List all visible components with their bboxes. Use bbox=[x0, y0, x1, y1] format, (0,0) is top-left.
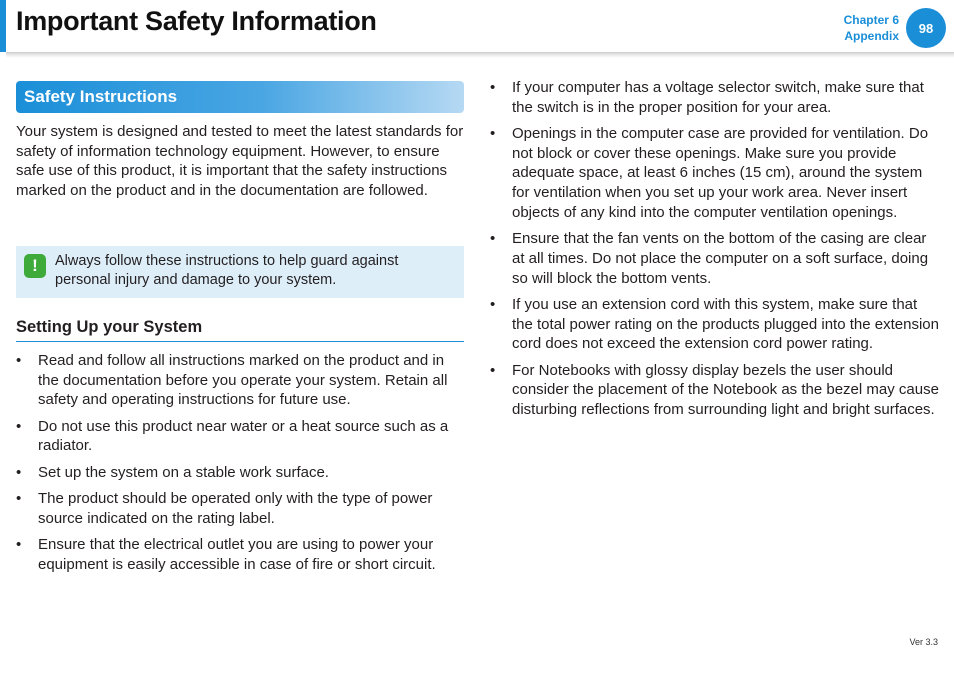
note-box bbox=[16, 246, 464, 298]
list-item-text: Ensure that the fan vents on the bottom of the casing are clear at all times. Do not place the computer on a soft surface, doing so will block the bottom vents. bbox=[512, 230, 929, 287]
section-heading-safety-instructions: Safety Instructions bbox=[16, 81, 464, 113]
list-item-text: Ensure that the electrical outlet you are using to power your equipment is easily accessible in case of fire or short circuit. bbox=[38, 535, 436, 573]
chapter-label: Chapter 6 bbox=[843, 13, 899, 27]
exclamation-icon: ! bbox=[24, 254, 46, 278]
list-item-text: For Notebooks with glossy display bezels the user should consider the placement of the Notebook as the bezel may cause disturbing reflections from surrounding light and bright surfaces. bbox=[512, 361, 939, 418]
list-item bbox=[490, 361, 940, 420]
list-item bbox=[16, 535, 464, 574]
list-item bbox=[16, 489, 464, 528]
bullet-icon: • bbox=[490, 230, 496, 248]
list-item bbox=[490, 229, 940, 288]
list-item bbox=[16, 417, 464, 456]
subheading-setting-up: Setting Up your System bbox=[16, 318, 464, 342]
header-accent-bar bbox=[0, 0, 6, 52]
list-item-text: Read and follow all instructions marked on the product and in the documentation before you operate your system. Retain all safety and operating instructions for future use. bbox=[38, 351, 448, 409]
bullet-icon: • bbox=[490, 125, 496, 142]
intro-paragraph: Your system is designed and tested to meet the latest standards for safety of information technology equipment. However, to ensure safe use of this product, it is important that the safety instructions marked on the product and in the documentation are followed. bbox=[16, 123, 464, 200]
bullet-icon: • bbox=[490, 79, 496, 96]
bullet-icon: • bbox=[490, 295, 496, 313]
bullet-icon: • bbox=[16, 417, 22, 435]
list-item bbox=[16, 351, 464, 410]
bullet-icon: • bbox=[16, 489, 22, 507]
list-item-text: Openings in the computer case are provided for ventilation. Do not block or cover these openings. Make sure you provide adequate space, at least 6 inches (15 cm), around the system for ventilation when you set up your work area. Never insert objects of any kind into the computer ventilation openings. bbox=[512, 125, 929, 221]
header-divider bbox=[6, 52, 954, 58]
list-item-text: Set up the system on a stable work surface. bbox=[38, 463, 329, 481]
page-number-badge: 98 bbox=[906, 8, 946, 48]
list-item bbox=[490, 295, 940, 354]
bullet-icon: • bbox=[16, 351, 22, 369]
left-column bbox=[16, 81, 464, 581]
setup-bullet-list bbox=[16, 351, 464, 574]
list-item bbox=[490, 78, 940, 117]
list-item-text: The product should be operated only with the type of power source indicated on the rating label. bbox=[38, 489, 433, 527]
version-label: Ver 3.3 bbox=[909, 637, 938, 647]
list-item-text: If you use an extension cord with this system, make sure that the total power rating on the products plugged into the extension cord does not exceed the extension cord power rating. bbox=[512, 295, 939, 353]
note-text: Always follow these instructions to help guard against personal injury and damage to your system. bbox=[55, 252, 399, 289]
bullet-icon: • bbox=[16, 463, 22, 481]
right-column bbox=[490, 78, 940, 426]
safety-bullet-list bbox=[490, 78, 940, 420]
section-label: Appendix bbox=[844, 29, 899, 43]
chapter-info bbox=[844, 12, 899, 44]
bullet-icon: • bbox=[490, 361, 496, 379]
list-item-text: If your computer has a voltage selector switch, make sure that the switch is in the proper position for your area. bbox=[512, 79, 924, 116]
list-item-text: Do not use this product near water or a heat source such as a radiator. bbox=[38, 417, 449, 455]
bullet-icon: • bbox=[16, 535, 22, 553]
page-title: Important Safety Information bbox=[16, 6, 377, 36]
list-item bbox=[490, 124, 940, 223]
list-item bbox=[16, 463, 464, 483]
